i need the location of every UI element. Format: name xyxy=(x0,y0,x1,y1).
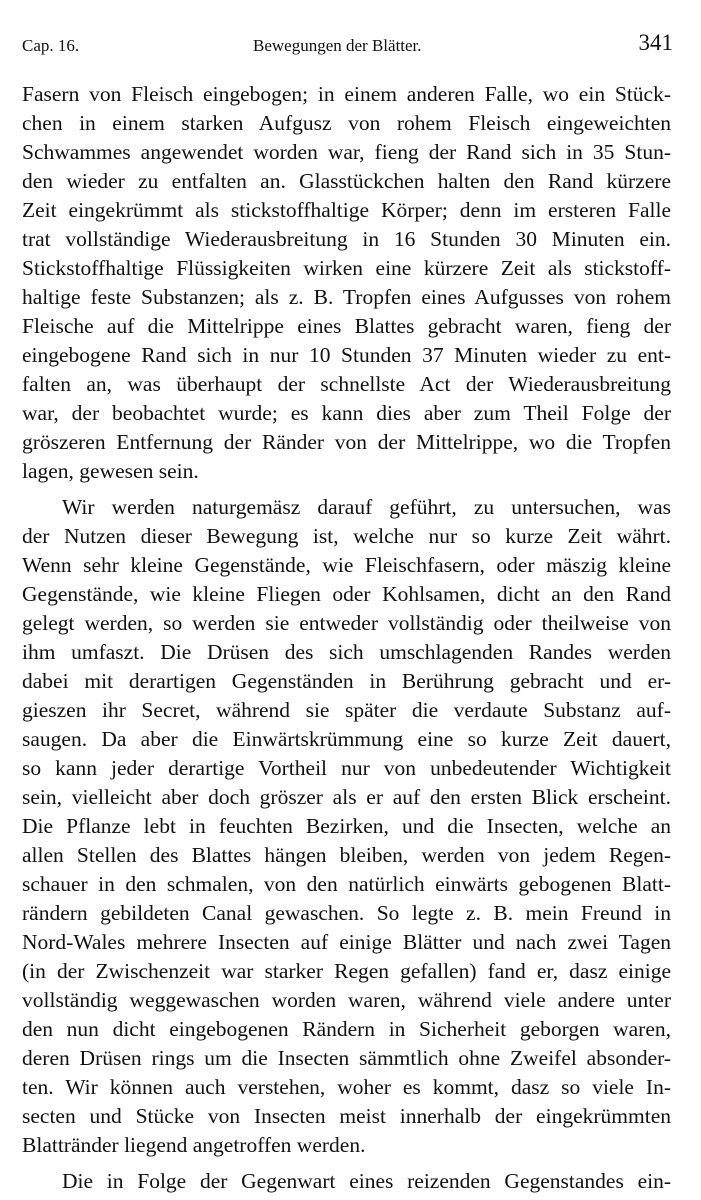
text-line: sein, vielleicht aber doch gröszer als er auf den ersten Blick erscheint. xyxy=(22,785,671,809)
text-line: eingebogene Rand sich in nur 10 Stunden 37 Minuten wieder zu ent- xyxy=(22,343,671,367)
paragraph-gap xyxy=(22,1160,671,1167)
text-line: den wieder zu entfalten an. Glasstückchen halten den Rand kürzere xyxy=(22,169,671,193)
text-line: gieszen ihr Secret, während sie später die verdaute Substanz auf- xyxy=(22,698,671,722)
text-line: allen Stellen des Blattes hängen bleiben, werden von jedem Regen- xyxy=(22,843,671,867)
text-line: rändern gebildeten Canal gewaschen. So legte z. B. mein Freund in xyxy=(22,901,671,925)
text-line: Die Pflanze lebt in feuchten Bezirken, und die Insecten, welche an xyxy=(22,814,671,838)
text-line: Die in Folge der Gegenwart eines reizenden Gegenstandes ein- xyxy=(62,1169,671,1193)
text-line: deren Drüsen rings um die Insecten sämmtlich ohne Zweifel absonder- xyxy=(22,1046,671,1070)
text-line: chen in einem starken Aufgusz von rohem Fleisch eingeweichten xyxy=(22,111,671,135)
text-line: Gegenstände, wie kleine Fliegen oder Kohlsamen, dicht an den Rand xyxy=(22,582,671,606)
text-line: haltige feste Substanzen; als z. B. Tropfen eines Aufgusses von rohem xyxy=(22,285,671,309)
text-line: ihm umfaszt. Die Drüsen des sich umschlagenden Randes werden xyxy=(22,640,671,664)
text-line: Fleische auf die Mittelrippe eines Blattes gebracht waren, fieng der xyxy=(22,314,671,338)
text-line: saugen. Da aber die Einwärtskrümmung eine so kurze Zeit dauert, xyxy=(22,727,671,751)
text-line: dabei mit derartigen Gegenständen in Berührung gebracht und er- xyxy=(22,669,671,693)
text-line: Zeit eingekrümmt als stickstoffhaltige Körper; denn im ersteren Falle xyxy=(22,198,671,222)
text-line: schauer in den schmalen, von den natürlich einwärts gebogenen Blatt- xyxy=(22,872,671,896)
text-line: Wir werden naturgemäsz darauf geführt, zu untersuchen, was xyxy=(62,495,671,519)
text-line: (in der Zwischenzeit war starker Regen gefallen) fand er, dasz einige xyxy=(22,959,671,983)
page-number: 341 xyxy=(638,30,673,55)
running-title: Bewegungen der Blätter. xyxy=(253,36,422,55)
text-line: Fasern von Fleisch eingebogen; in einem anderen Falle, wo ein Stück- xyxy=(22,82,671,106)
paragraph-gap xyxy=(22,486,671,493)
paragraph xyxy=(22,80,671,486)
text-line: vollständig weggewaschen worden waren, während viele andere unter xyxy=(22,988,671,1012)
text-line: gröszeren Entfernung der Ränder von der Mittelrippe, wo die Tropfen xyxy=(22,430,671,454)
text-line: falten an, was überhaupt der schnellste Act der Wiederausbreitung xyxy=(22,372,671,396)
text-line: secten und Stücke von Insecten meist innerhalb der eingekrümmten xyxy=(22,1104,671,1128)
text-line: ten. Wir können auch verstehen, woher es kommt, dasz so viele In- xyxy=(22,1075,671,1099)
text-line: den nun dicht eingebogenen Rändern in Sicherheit geborgen waren, xyxy=(22,1017,671,1041)
text-line: trat vollständige Wiederausbreitung in 16 Stunden 30 Minuten ein. xyxy=(22,227,671,251)
text-line: gelegt werden, so werden sie entweder vollständig oder theilweise von xyxy=(22,611,671,635)
text-line: Nord-Wales mehrere Insecten auf einige Blätter und nach zwei Tagen xyxy=(22,930,671,954)
body-text xyxy=(22,80,671,1196)
chapter-label: Cap. 16. xyxy=(22,36,80,55)
text-line: Stickstoffhaltige Flüssigkeiten wirken eine kürzere Zeit als stickstoff- xyxy=(22,256,671,280)
text-line: Blattränder liegend angetroffen werden. xyxy=(22,1133,366,1157)
running-head xyxy=(22,30,673,60)
paragraph xyxy=(22,1167,671,1196)
text-line: so kann jeder derartige Vortheil nur von unbedeutender Wichtigkeit xyxy=(22,756,671,780)
text-line: Wenn sehr kleine Gegenstände, wie Fleischfasern, oder mäszig kleine xyxy=(22,553,671,577)
paragraph xyxy=(22,493,671,1160)
text-line: war, der beobachtet wurde; es kann dies aber zum Theil Folge der xyxy=(22,401,671,425)
text-line: Schwammes angewendet worden war, fieng der Rand sich in 35 Stun- xyxy=(22,140,671,164)
text-line: lagen, gewesen sein. xyxy=(22,459,199,483)
text-line: der Nutzen dieser Bewegung ist, welche nur so kurze Zeit währt. xyxy=(22,524,671,548)
